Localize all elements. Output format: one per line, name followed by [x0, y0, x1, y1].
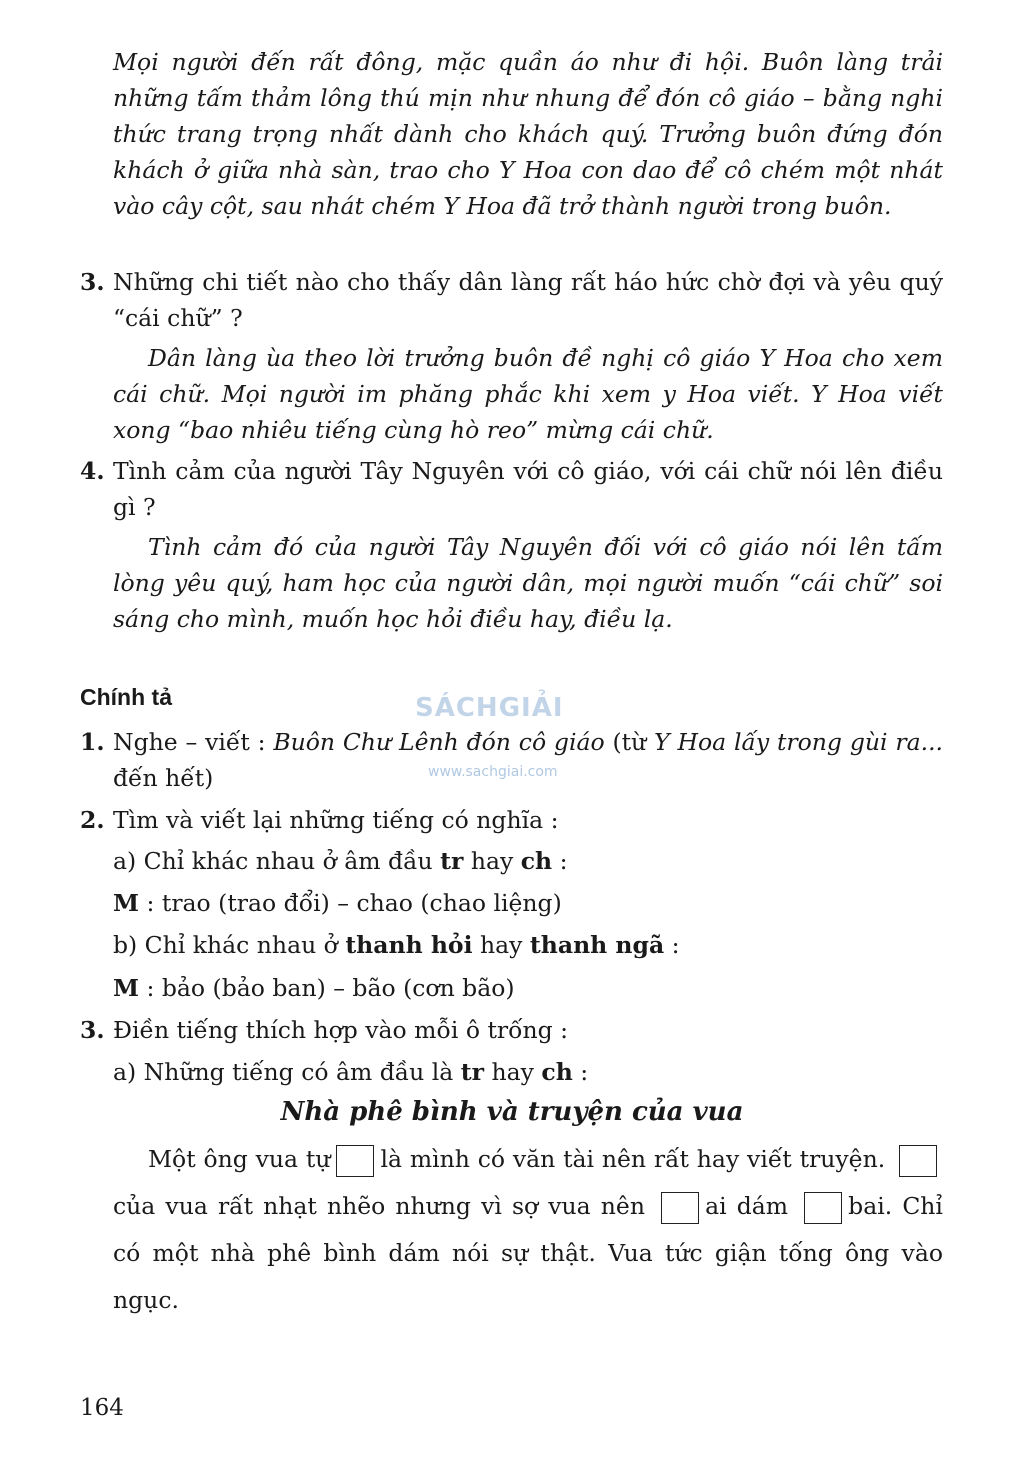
range-start: Y Hoa lấy trong gùi ra...: [654, 728, 944, 756]
exercise-number: 3.: [80, 1016, 105, 1044]
question-text: Tình cảm của người Tây Nguyên với cô giáo, với cái chữ nói lên điều gì ?: [113, 457, 943, 521]
question-3: [80, 264, 943, 336]
question-number: 4.: [80, 457, 105, 485]
exercise-1: [80, 724, 943, 796]
watermark-logo: SÁCHGIẢI: [415, 693, 564, 723]
blank-box-3[interactable]: [661, 1192, 699, 1224]
question-number: 3.: [80, 268, 105, 296]
exercise-text: Nghe – viết : Buôn Chư Lênh đón cô giáo (từ Y Hoa lấy trong gùi ra... đến hết): [113, 728, 944, 792]
page-number: 164: [80, 1395, 124, 1421]
exercise-number: 1.: [80, 728, 105, 756]
exercise-2a: a) Chỉ khác nhau ở âm đầu tr hay ch :: [113, 847, 568, 875]
exercise-2b: b) Chỉ khác nhau ở thanh hỏi hay thanh ngã :: [113, 931, 680, 959]
exercise-text: Điền tiếng thích hợp vào mỗi ô trống :: [113, 1016, 569, 1044]
story-title: Nhà phê bình và truyện của vua: [280, 1097, 744, 1127]
blank-box-2[interactable]: [899, 1145, 937, 1177]
blank-box-4[interactable]: [804, 1192, 842, 1224]
answer-2-text: Mọi người đến rất đông, mặc quần áo như đi hội. Buôn làng trải những tấm thảm lông thú mịn như nhung để đón cô giáo – bằng nghi thức trang trọng nhất dành cho khách quý. Trưởng buôn đứng đón khách ở giữa nhà sàn, trao cho Y Hoa con dao để cô chém một nhát vào cây cột, sau nhát chém Y Hoa đã trở thành người trong buôn.: [113, 48, 943, 220]
answer-3-text: Dân làng ùa theo lời trưởng buôn đề nghị cô giáo Y Hoa cho xem cái chữ. Mọi người im phăng phắc khi xem y Hoa viết. Y Hoa viết xong “bao nhiêu tiếng cùng hò reo” mừng cái chữ.: [113, 344, 943, 444]
lesson-title: Buôn Chư Lênh đón cô giáo: [273, 728, 605, 756]
exercise-number: 2.: [80, 806, 105, 834]
question-4: [80, 453, 943, 525]
exercise-text: Tìm và viết lại những tiếng có nghĩa :: [113, 806, 559, 834]
question-text: Những chi tiết nào cho thấy dân làng rất háo hức chờ đợi và yêu quý “cái chữ” ?: [113, 268, 943, 332]
answer-4-text: Tình cảm đó của người Tây Nguyên đối với cô giáo nói lên tấm lòng yêu quý, ham học của người dân, mọi người muốn “cái chữ” soi sáng cho mình, muốn học hỏi điều hay, điều lạ.: [113, 533, 943, 633]
exercise-3a: a) Những tiếng có âm đầu là tr hay ch :: [113, 1058, 589, 1086]
example-2b: M : bảo (bảo ban) – bão (cơn bão): [113, 974, 515, 1002]
exercise-2: [80, 802, 943, 838]
section-heading: Chính tả: [80, 684, 172, 710]
exercise-3: [80, 1012, 943, 1048]
watermark-url: www.sachgiai.com: [428, 764, 558, 780]
example-2a: M : trao (trao đổi) – chao (chao liệng): [113, 889, 562, 917]
story-text: Một ông vua tự là mình có văn tài nên rất hay viết truyện. của vua rất nhạt nhẽo nhưng vì sợ vua nên ai dám bai. Chỉ có một nhà phê bình dám nói sự thật. Vua tức giận tống ông vào ngục.: [113, 1145, 943, 1314]
blank-box-1[interactable]: [336, 1145, 374, 1177]
